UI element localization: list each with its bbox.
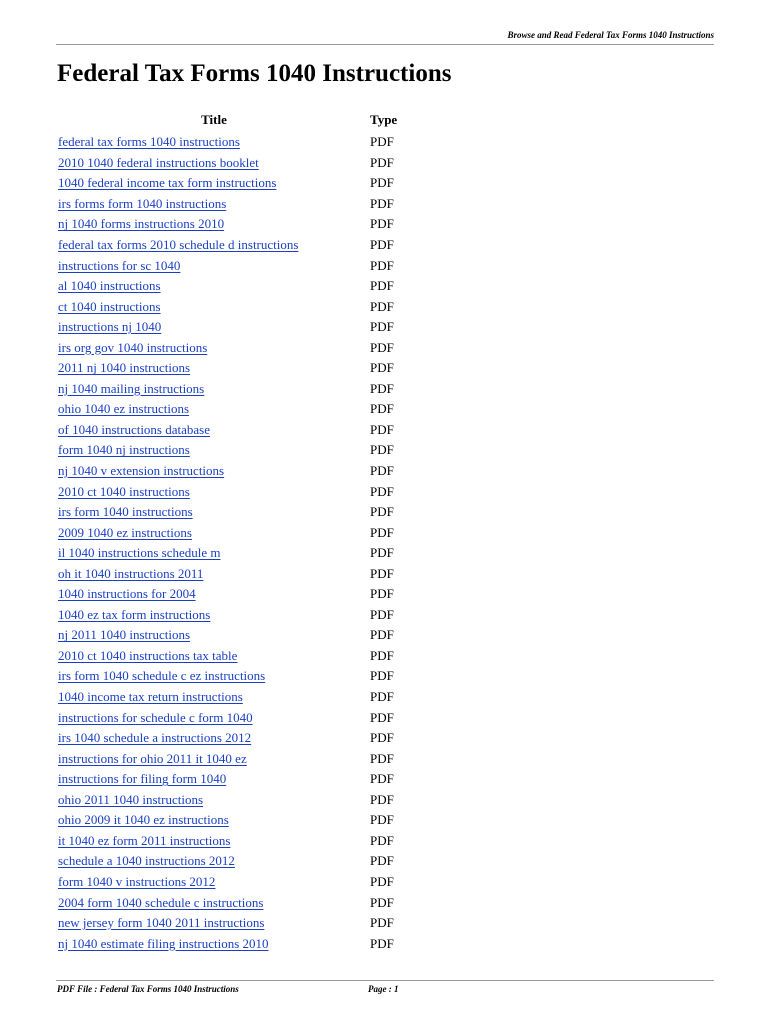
row-type-cell: PDF	[370, 935, 394, 951]
document-link[interactable]: it 1040 ez form 2011 instructions	[58, 832, 231, 848]
table-row	[58, 235, 498, 256]
document-link[interactable]: 2010 1040 federal instructions booklet	[58, 154, 259, 170]
row-title-cell	[58, 340, 370, 356]
row-title-cell	[58, 442, 370, 458]
row-title-cell	[58, 545, 370, 561]
row-title-cell	[58, 792, 370, 808]
row-title-cell	[58, 381, 370, 397]
row-title-cell	[58, 237, 370, 253]
table-row	[58, 255, 498, 276]
document-link[interactable]: ct 1040 instructions	[58, 298, 161, 314]
row-type-cell: PDF	[370, 647, 394, 663]
document-link[interactable]: al 1040 instructions	[58, 278, 161, 294]
table-row	[58, 851, 498, 872]
document-link[interactable]: new jersey form 1040 2011 instructions	[58, 915, 265, 931]
row-type-cell: PDF	[370, 730, 394, 746]
footer-file-label: PDF File : Federal Tax Forms 1040 Instructions	[57, 984, 239, 994]
table-row	[58, 646, 498, 667]
table-row	[58, 687, 498, 708]
document-link[interactable]: nj 1040 forms instructions 2010	[58, 216, 225, 232]
row-type-cell: PDF	[370, 750, 394, 766]
document-link[interactable]: 1040 ez tax form instructions	[58, 606, 211, 622]
row-type-cell: PDF	[370, 524, 394, 540]
row-title-cell	[58, 668, 370, 684]
table-row	[58, 625, 498, 646]
row-type-cell: PDF	[370, 812, 394, 828]
table-row	[58, 563, 498, 584]
table-row	[58, 543, 498, 564]
running-header: Browse and Read Federal Tax Forms 1040 Instructions	[507, 30, 714, 40]
row-type-cell: PDF	[370, 257, 394, 273]
row-type-cell: PDF	[370, 627, 394, 643]
row-title-cell	[58, 607, 370, 623]
row-title-cell	[58, 771, 370, 787]
document-link[interactable]: schedule a 1040 instructions 2012	[58, 853, 235, 869]
document-link[interactable]: 1040 income tax return instructions	[58, 689, 243, 705]
document-link[interactable]: 2010 ct 1040 instructions tax table	[58, 647, 238, 663]
row-type-cell: PDF	[370, 915, 394, 931]
table-row	[58, 173, 498, 194]
table-row	[58, 502, 498, 523]
table-row	[58, 790, 498, 811]
table-row	[58, 276, 498, 297]
column-header-title: Title	[201, 112, 227, 127]
row-title-cell	[58, 730, 370, 746]
footer-page-number: Page : 1	[368, 984, 399, 994]
row-type-cell: PDF	[370, 586, 394, 602]
table-row	[58, 748, 498, 769]
row-type-cell: PDF	[370, 606, 394, 622]
document-link[interactable]: form 1040 nj instructions	[58, 442, 190, 458]
table-row	[58, 461, 498, 482]
row-title-cell	[58, 175, 370, 191]
row-type-cell: PDF	[370, 832, 394, 848]
row-type-cell: PDF	[370, 709, 394, 725]
document-link[interactable]: 1040 federal income tax form instructions	[58, 175, 277, 191]
document-link[interactable]: instructions for filing form 1040	[58, 771, 227, 787]
document-link[interactable]: irs forms form 1040 instructions	[58, 195, 227, 211]
row-type-cell: PDF	[370, 442, 394, 458]
document-link[interactable]: irs form 1040 instructions	[58, 504, 193, 520]
header-divider	[56, 44, 714, 45]
row-title-cell	[58, 812, 370, 828]
row-type-cell: PDF	[370, 319, 394, 335]
row-type-cell: PDF	[370, 504, 394, 520]
table-row	[58, 584, 498, 605]
document-link[interactable]: 2009 1040 ez instructions	[58, 524, 192, 540]
document-link[interactable]: 1040 instructions for 2004	[58, 586, 196, 602]
table-row	[58, 194, 498, 215]
row-title-cell	[58, 710, 370, 726]
table-row	[58, 214, 498, 235]
row-type-cell: PDF	[370, 463, 394, 479]
row-type-cell: PDF	[370, 380, 394, 396]
table-row	[58, 810, 498, 831]
table-row	[58, 296, 498, 317]
table-row	[58, 358, 498, 379]
row-title-cell	[58, 258, 370, 274]
row-title-cell	[58, 319, 370, 335]
page-title: Federal Tax Forms 1040 Instructions	[57, 60, 452, 87]
row-title-cell	[58, 936, 370, 952]
row-title-cell	[58, 299, 370, 315]
row-type-cell: PDF	[370, 134, 394, 150]
table-row	[58, 317, 498, 338]
row-type-cell: PDF	[370, 771, 394, 787]
row-title-cell	[58, 915, 370, 931]
row-type-cell: PDF	[370, 360, 394, 376]
table-row	[58, 831, 498, 852]
row-type-cell: PDF	[370, 545, 394, 561]
document-link[interactable]: 2004 form 1040 schedule c instructions	[58, 894, 264, 910]
table-row	[58, 728, 498, 749]
table-row	[58, 605, 498, 626]
row-type-cell: PDF	[370, 791, 394, 807]
document-link[interactable]: irs form 1040 schedule c ez instructions	[58, 668, 266, 684]
document-link[interactable]: nj 1040 estimate filing instructions 2010	[58, 935, 269, 951]
table-row	[58, 933, 498, 954]
row-title-cell	[58, 874, 370, 890]
row-type-cell: PDF	[370, 237, 394, 252]
row-title-cell	[58, 504, 370, 520]
document-table	[58, 112, 498, 954]
document-link[interactable]: ohio 2011 1040 instructions	[58, 791, 204, 807]
document-link[interactable]: nj 1040 mailing instructions	[58, 380, 205, 396]
document-link[interactable]: instructions for ohio 2011 it 1040 ez	[58, 750, 247, 766]
document-link[interactable]: federal tax forms 2010 schedule d instructions	[58, 237, 299, 252]
row-type-cell: PDF	[370, 298, 394, 314]
document-link[interactable]: instructions for sc 1040	[58, 257, 181, 273]
table-row	[58, 769, 498, 790]
row-title-cell	[58, 689, 370, 705]
document-link[interactable]: irs org gov 1040 instructions	[58, 339, 208, 355]
document-link[interactable]: il 1040 instructions schedule m	[58, 545, 221, 561]
row-title-cell	[58, 566, 370, 582]
table-header	[58, 112, 498, 132]
row-type-cell: PDF	[370, 668, 394, 684]
row-type-cell: PDF	[370, 339, 394, 355]
table-row	[58, 913, 498, 934]
column-header-type: Type	[370, 112, 398, 127]
table-body	[58, 132, 498, 954]
table-row	[58, 522, 498, 543]
row-type-cell: PDF	[370, 278, 394, 294]
row-type-cell: PDF	[370, 421, 394, 437]
row-title-cell	[58, 895, 370, 911]
table-row	[58, 707, 498, 728]
row-title-cell	[58, 463, 370, 479]
document-link[interactable]: irs 1040 schedule a instructions 2012	[58, 730, 252, 746]
row-title-cell	[58, 422, 370, 438]
row-title-cell	[58, 278, 370, 294]
row-type-cell: PDF	[370, 195, 394, 211]
row-type-cell: PDF	[370, 216, 394, 232]
row-type-cell: PDF	[370, 154, 394, 170]
row-title-cell	[58, 484, 370, 500]
document-link[interactable]: nj 1040 v extension instructions	[58, 463, 225, 479]
table-row	[58, 440, 498, 461]
row-title-cell	[58, 525, 370, 541]
document-link[interactable]: 2011 nj 1040 instructions	[58, 360, 191, 376]
row-title-cell	[58, 360, 370, 376]
row-type-cell: PDF	[370, 401, 394, 417]
row-type-cell: PDF	[370, 565, 394, 581]
table-row	[58, 337, 498, 358]
table-row	[58, 892, 498, 913]
row-title-cell	[58, 586, 370, 602]
table-row	[58, 420, 498, 441]
document-link[interactable]: ohio 1040 ez instructions	[58, 401, 190, 417]
table-row	[58, 666, 498, 687]
document-link[interactable]: nj 2011 1040 instructions	[58, 627, 191, 643]
document-link[interactable]: of 1040 instructions database	[58, 421, 210, 437]
row-type-cell: PDF	[370, 894, 394, 910]
document-link[interactable]: 2010 ct 1040 instructions	[58, 483, 190, 499]
document-link[interactable]: ohio 2009 it 1040 ez instructions	[58, 812, 229, 828]
row-title-cell	[58, 401, 370, 417]
row-type-cell: PDF	[370, 873, 394, 889]
document-link[interactable]: federal tax forms 1040 instructions	[58, 134, 240, 150]
table-row	[58, 379, 498, 400]
document-link[interactable]: form 1040 v instructions 2012	[58, 873, 216, 889]
document-link[interactable]: oh it 1040 instructions 2011	[58, 565, 204, 581]
table-row	[58, 132, 498, 153]
table-row	[58, 153, 498, 174]
row-title-cell	[58, 155, 370, 171]
row-type-cell: PDF	[370, 853, 394, 869]
row-title-cell	[58, 216, 370, 232]
row-title-cell	[58, 751, 370, 767]
row-title-cell	[58, 134, 370, 150]
row-type-cell: PDF	[370, 689, 394, 705]
row-type-cell: PDF	[370, 483, 394, 499]
row-title-cell	[58, 833, 370, 849]
table-row	[58, 872, 498, 893]
table-row	[58, 481, 498, 502]
row-title-cell	[58, 648, 370, 664]
row-title-cell	[58, 627, 370, 643]
table-row	[58, 399, 498, 420]
document-link[interactable]: instructions for schedule c form 1040	[58, 709, 253, 725]
document-link[interactable]: instructions nj 1040	[58, 319, 162, 335]
row-title-cell	[58, 196, 370, 212]
footer-divider	[56, 980, 714, 981]
row-type-cell: PDF	[370, 175, 394, 191]
row-title-cell	[58, 853, 370, 869]
